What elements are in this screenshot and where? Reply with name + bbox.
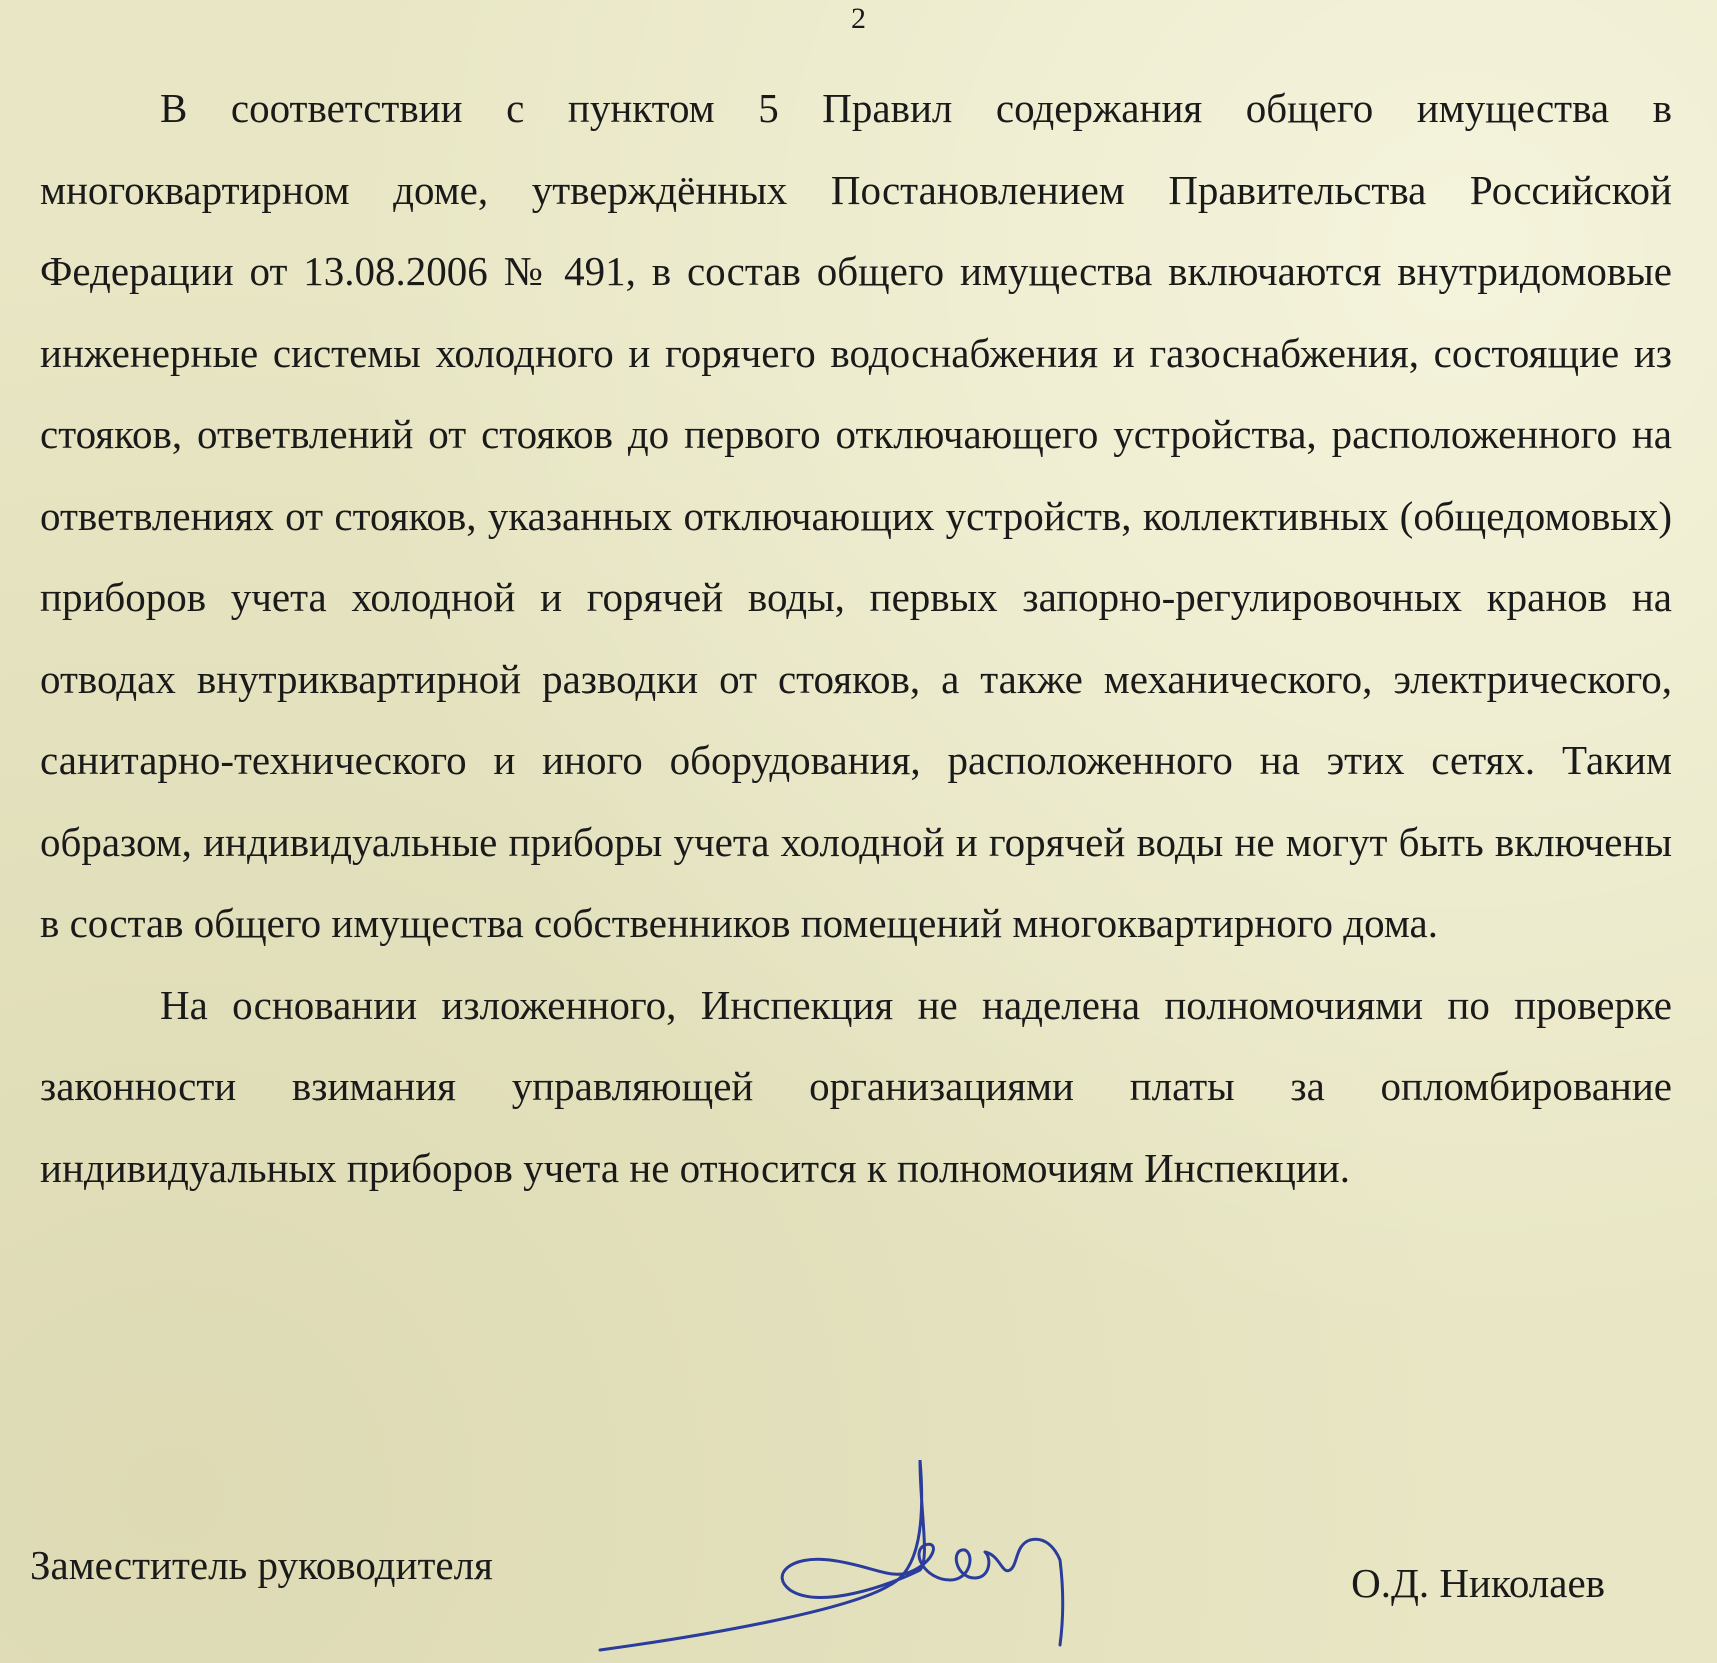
signer-position: Заместитель руководителя xyxy=(30,1542,493,1588)
paragraph-common-property: В соответствии с пунктом 5 Правил содержания общего имущества в многоквартирном доме, утверждённых Постановлением Правительства Российской Федерации от 13.08.2006 № 491, в состав общего имущества включаются внутридомовые инженерные системы холодного и горячего водоснабжения и газоснабжения, состоящие из стояков, ответвлений от стояков до первого отключающего устройства, расположенного на ответвлениях от стояков, указанных отключающих устройств, коллективных (общедомовых) приборов учета холодной и горячей воды, первых запорно-регулировочных кранов на отводах внутриквартирной разводки от стояков, а также механического, электрического, санитарно-технического и иного оборудования, расположенного на этих сетях. Таким образом, индивидуальные приборы учета холодной и горячей воды не могут быть включены в состав общего имущества собственников помещений многоквартирного дома. xyxy=(40,85,1672,946)
signature-block xyxy=(0,1440,1717,1663)
signer-name: О.Д. Николаев xyxy=(1351,1560,1605,1606)
paragraph-conclusion: На основании изложенного, Инспекция не наделена полномочиями по проверке законности взимания управляющей организациями платы за опломбирование индивидуальных приборов учета не относится к полномочиям Инспекции. xyxy=(40,981,1672,1191)
handwritten-signature-icon xyxy=(590,1460,1110,1660)
letter-body xyxy=(40,68,1672,1209)
page-number: 2 xyxy=(851,2,866,35)
